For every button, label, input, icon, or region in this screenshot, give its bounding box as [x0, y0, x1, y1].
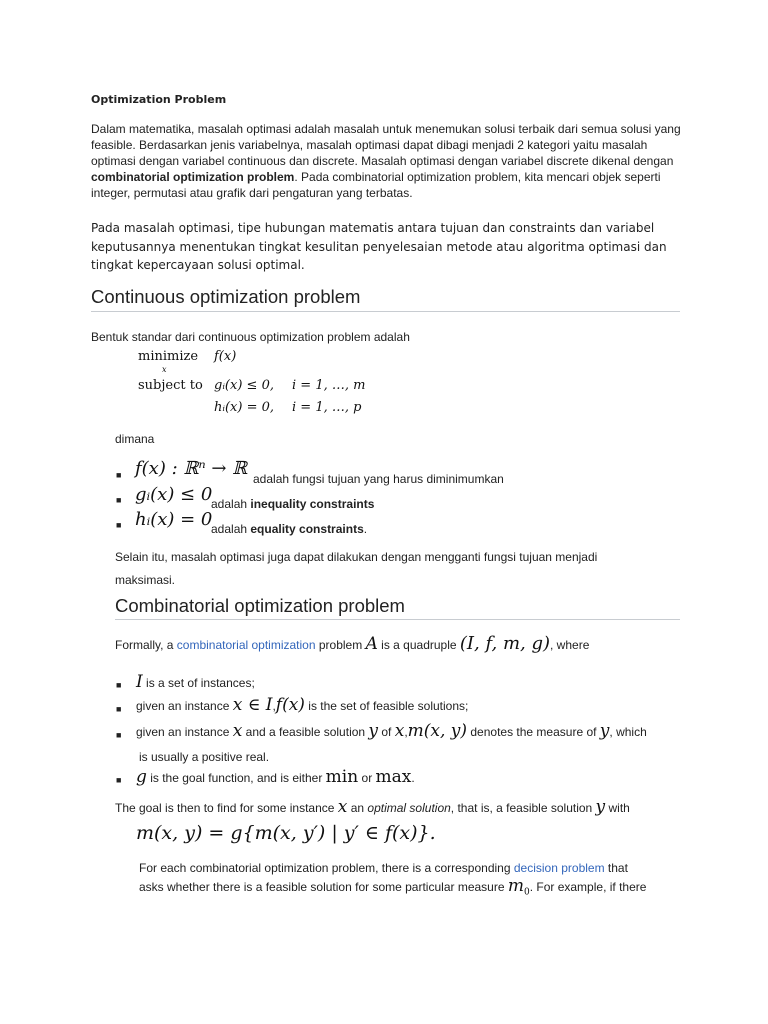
goal-function-item: g is the goal function, and is either min or max. [136, 767, 415, 787]
continuous-intro: Bentuk standar dari continuous optimization problem adalah [91, 330, 410, 344]
combinatorial-heading: Combinatorial optimization problem [115, 595, 405, 616]
equality-math: hᵢ(x) = 0 [135, 509, 213, 530]
equality-constraint: hᵢ(x) = 0, [214, 400, 275, 415]
bullet-icon: ■ [116, 495, 122, 505]
page-title: Optimization Problem [91, 93, 227, 106]
minimize-label: minimize [138, 349, 199, 364]
goal-line: The goal is then to find for some instance x an optimal solution, that is, a feasible solution y with [115, 797, 630, 817]
inequality-math: gᵢ(x) ≤ 0 [135, 484, 213, 505]
minimize-subscript: x [162, 365, 167, 374]
instances-item: I is a set of instances; [136, 672, 255, 692]
inequality-description: adalah inequality constraints [211, 497, 375, 511]
difficulty-paragraph: Pada masalah optimasi, tipe hubungan matematis antara tujuan dan constraints dan variabel keputusannya menentukan tingkat kesulitan penyelesaian metode atau algoritma optimasi dan tingkat kepercayaan solusi optimal. [91, 221, 667, 272]
optimal-solution-equation: m(x, y) = g{m(x, y′) | y′ ∈ f(x)}. [136, 822, 436, 844]
equality-range: i = 1, …, p [292, 400, 362, 415]
bullet-icon: ■ [116, 730, 122, 740]
measure-item-line2: is usually a positive real. [139, 750, 270, 764]
inequality-constraint: gᵢ(x) ≤ 0, [214, 378, 274, 393]
maximization-note-line2: maksimasi. [115, 573, 176, 587]
bullet-icon: ■ [116, 775, 122, 785]
subject-to-label: subject to [138, 378, 203, 393]
continuous-divider [91, 311, 680, 312]
equality-description: adalah equality constraints. [211, 522, 368, 536]
where-label: dimana [115, 432, 155, 446]
combinatorial-divider [115, 619, 680, 620]
inequality-range: i = 1, …, m [292, 378, 366, 393]
combinatorial-optimization-link[interactable]: combinatorial optimization [176, 638, 316, 652]
bullet-icon: ■ [116, 470, 122, 480]
decision-problem-link[interactable]: decision problem [513, 861, 605, 875]
bullet-icon: ■ [116, 680, 122, 690]
decision-line2: asks whether there is a feasible solution for some particular measure $m_0$. For example, if there [139, 876, 647, 898]
objective-math: f(x) : ℝⁿ → ℝ [135, 458, 248, 479]
measure-item: given an instance x and a feasible solution y of x,m(x, y) denotes the measure of y, which [136, 721, 647, 741]
continuous-heading: Continuous optimization problem [91, 286, 361, 307]
objective-function: f(x) [214, 349, 237, 364]
formally-line: Formally, a combinatorial optimization problem A is a quadruple (I, f, m, g), where [115, 633, 590, 654]
bullet-icon: ■ [116, 704, 122, 714]
feasible-solutions-item: given an instance x ∈ I,f(x) is the set of feasible solutions; [136, 695, 469, 715]
combinatorial-bold: combinatorial optimization problem [91, 170, 295, 184]
decision-line1: For each combinatorial optimization problem, there is a corresponding decision problem that [139, 861, 628, 875]
maximization-note-line1: Selain itu, masalah optimasi juga dapat dilakukan dengan mengganti fungsi tujuan menjadi [115, 550, 598, 564]
intro-paragraph: Dalam matematika, masalah optimasi adalah masalah untuk menemukan solusi terbaik dari semua solusi yang feasible. Berdasarkan jenis variabelnya, masalah optimasi dapat dibagi menjadi 2 kategori yaitu masalah optimasi dengan variabel continuous dan discrete. Masalah optimasi dengan variabel discrete dikenal dengan combinatorial optimization problem. Pada combinatorial optimization problem, kita mencari objek seperti integer, permutasi atau grafik dari pengaturan yang terbatas. [91, 122, 681, 200]
bullet-icon: ■ [116, 520, 122, 530]
objective-description: adalah fungsi tujuan yang harus diminimumkan [253, 472, 504, 486]
